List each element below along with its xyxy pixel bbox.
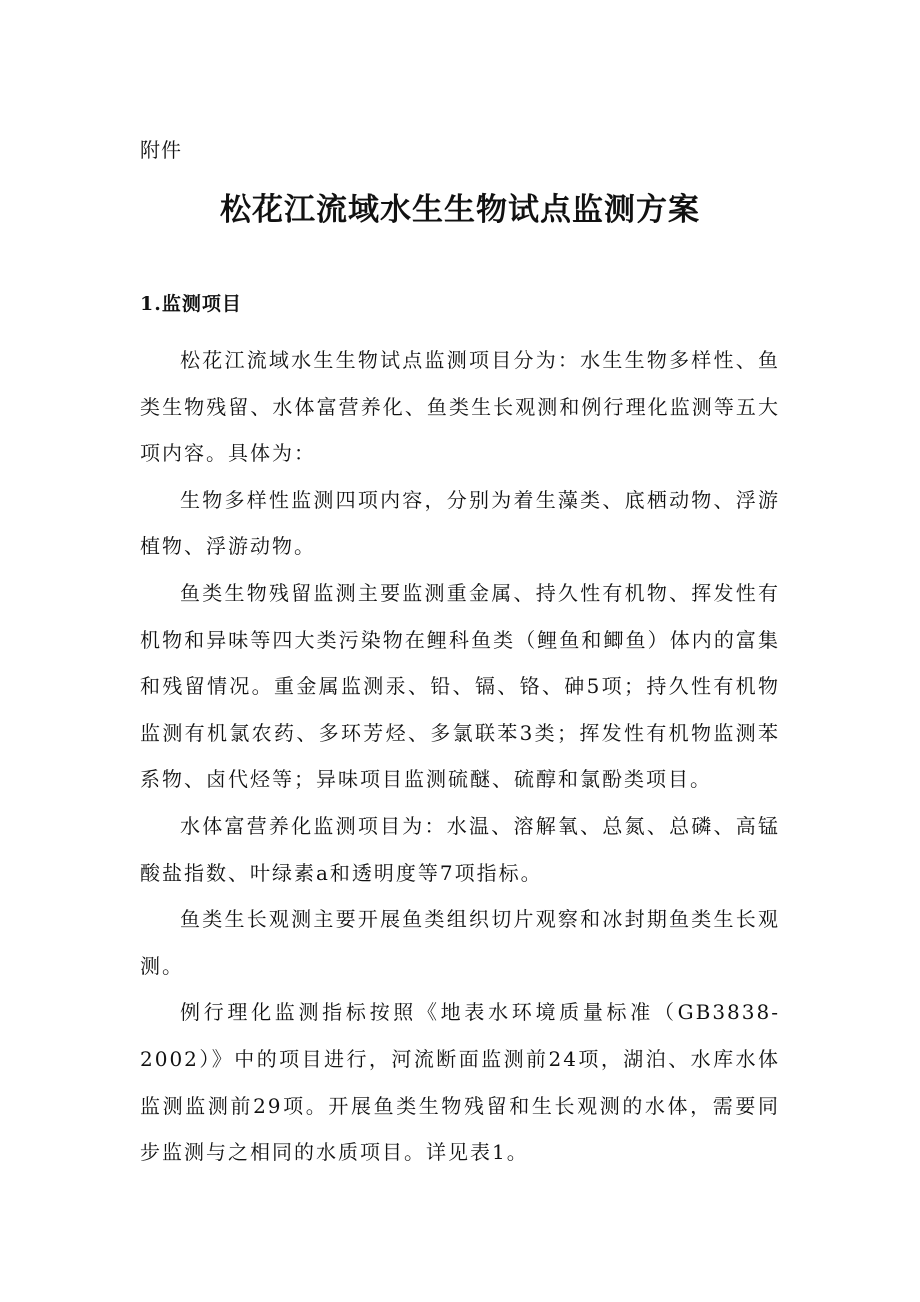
document-title: 松花江流域水生生物试点监测方案 [220, 192, 700, 228]
document-body [140, 337, 780, 1176]
attachment-label: 附件 [140, 138, 182, 162]
paragraph-fish-residue: 鱼类生物残留监测主要监测重金属、持久性有机物、挥发性有机物和异味等四大类污染物在鲤科鱼类（鲤鱼和鲫鱼）体内的富集和残留情况。重金属监测汞、铅、镉、铬、砷5项；持久性有机物监测有机氯农药、多环芳烃、多氯联苯3类；挥发性有机物监测苯系物、卤代烃等；异味项目监测硫醚、硫醇和氯酚类项目。 [140, 580, 780, 792]
section-heading: 1.监测项目 [140, 293, 242, 315]
paragraph-eutrophication: 水体富营养化监测项目为：水温、溶解氧、总氮、总磷、高锰酸盐指数、叶绿素a和透明度等7项指标。 [140, 813, 780, 885]
paragraph-overview: 松花江流域水生生物试点监测项目分为：水生生物多样性、鱼类生物残留、水体富营养化、鱼类生长观测和例行理化监测等五大项内容。具体为： [140, 348, 780, 466]
paragraph-routine-monitoring: 例行理化监测指标按照《地表水环境质量标准（GB3838-2002）》中的项目进行，河流断面监测前24项，湖泊、水库水体监测监测前29项。开展鱼类生物残留和生长观测的水体，需要同步监测与之相同的水质项目。详见表1。 [140, 1000, 780, 1165]
paragraph-biodiversity: 生物多样性监测四项内容，分别为着生藻类、底栖动物、浮游植物、浮游动物。 [140, 487, 780, 559]
paragraph-fish-growth: 鱼类生长观测主要开展鱼类组织切片观察和冰封期鱼类生长观测。 [140, 907, 780, 978]
